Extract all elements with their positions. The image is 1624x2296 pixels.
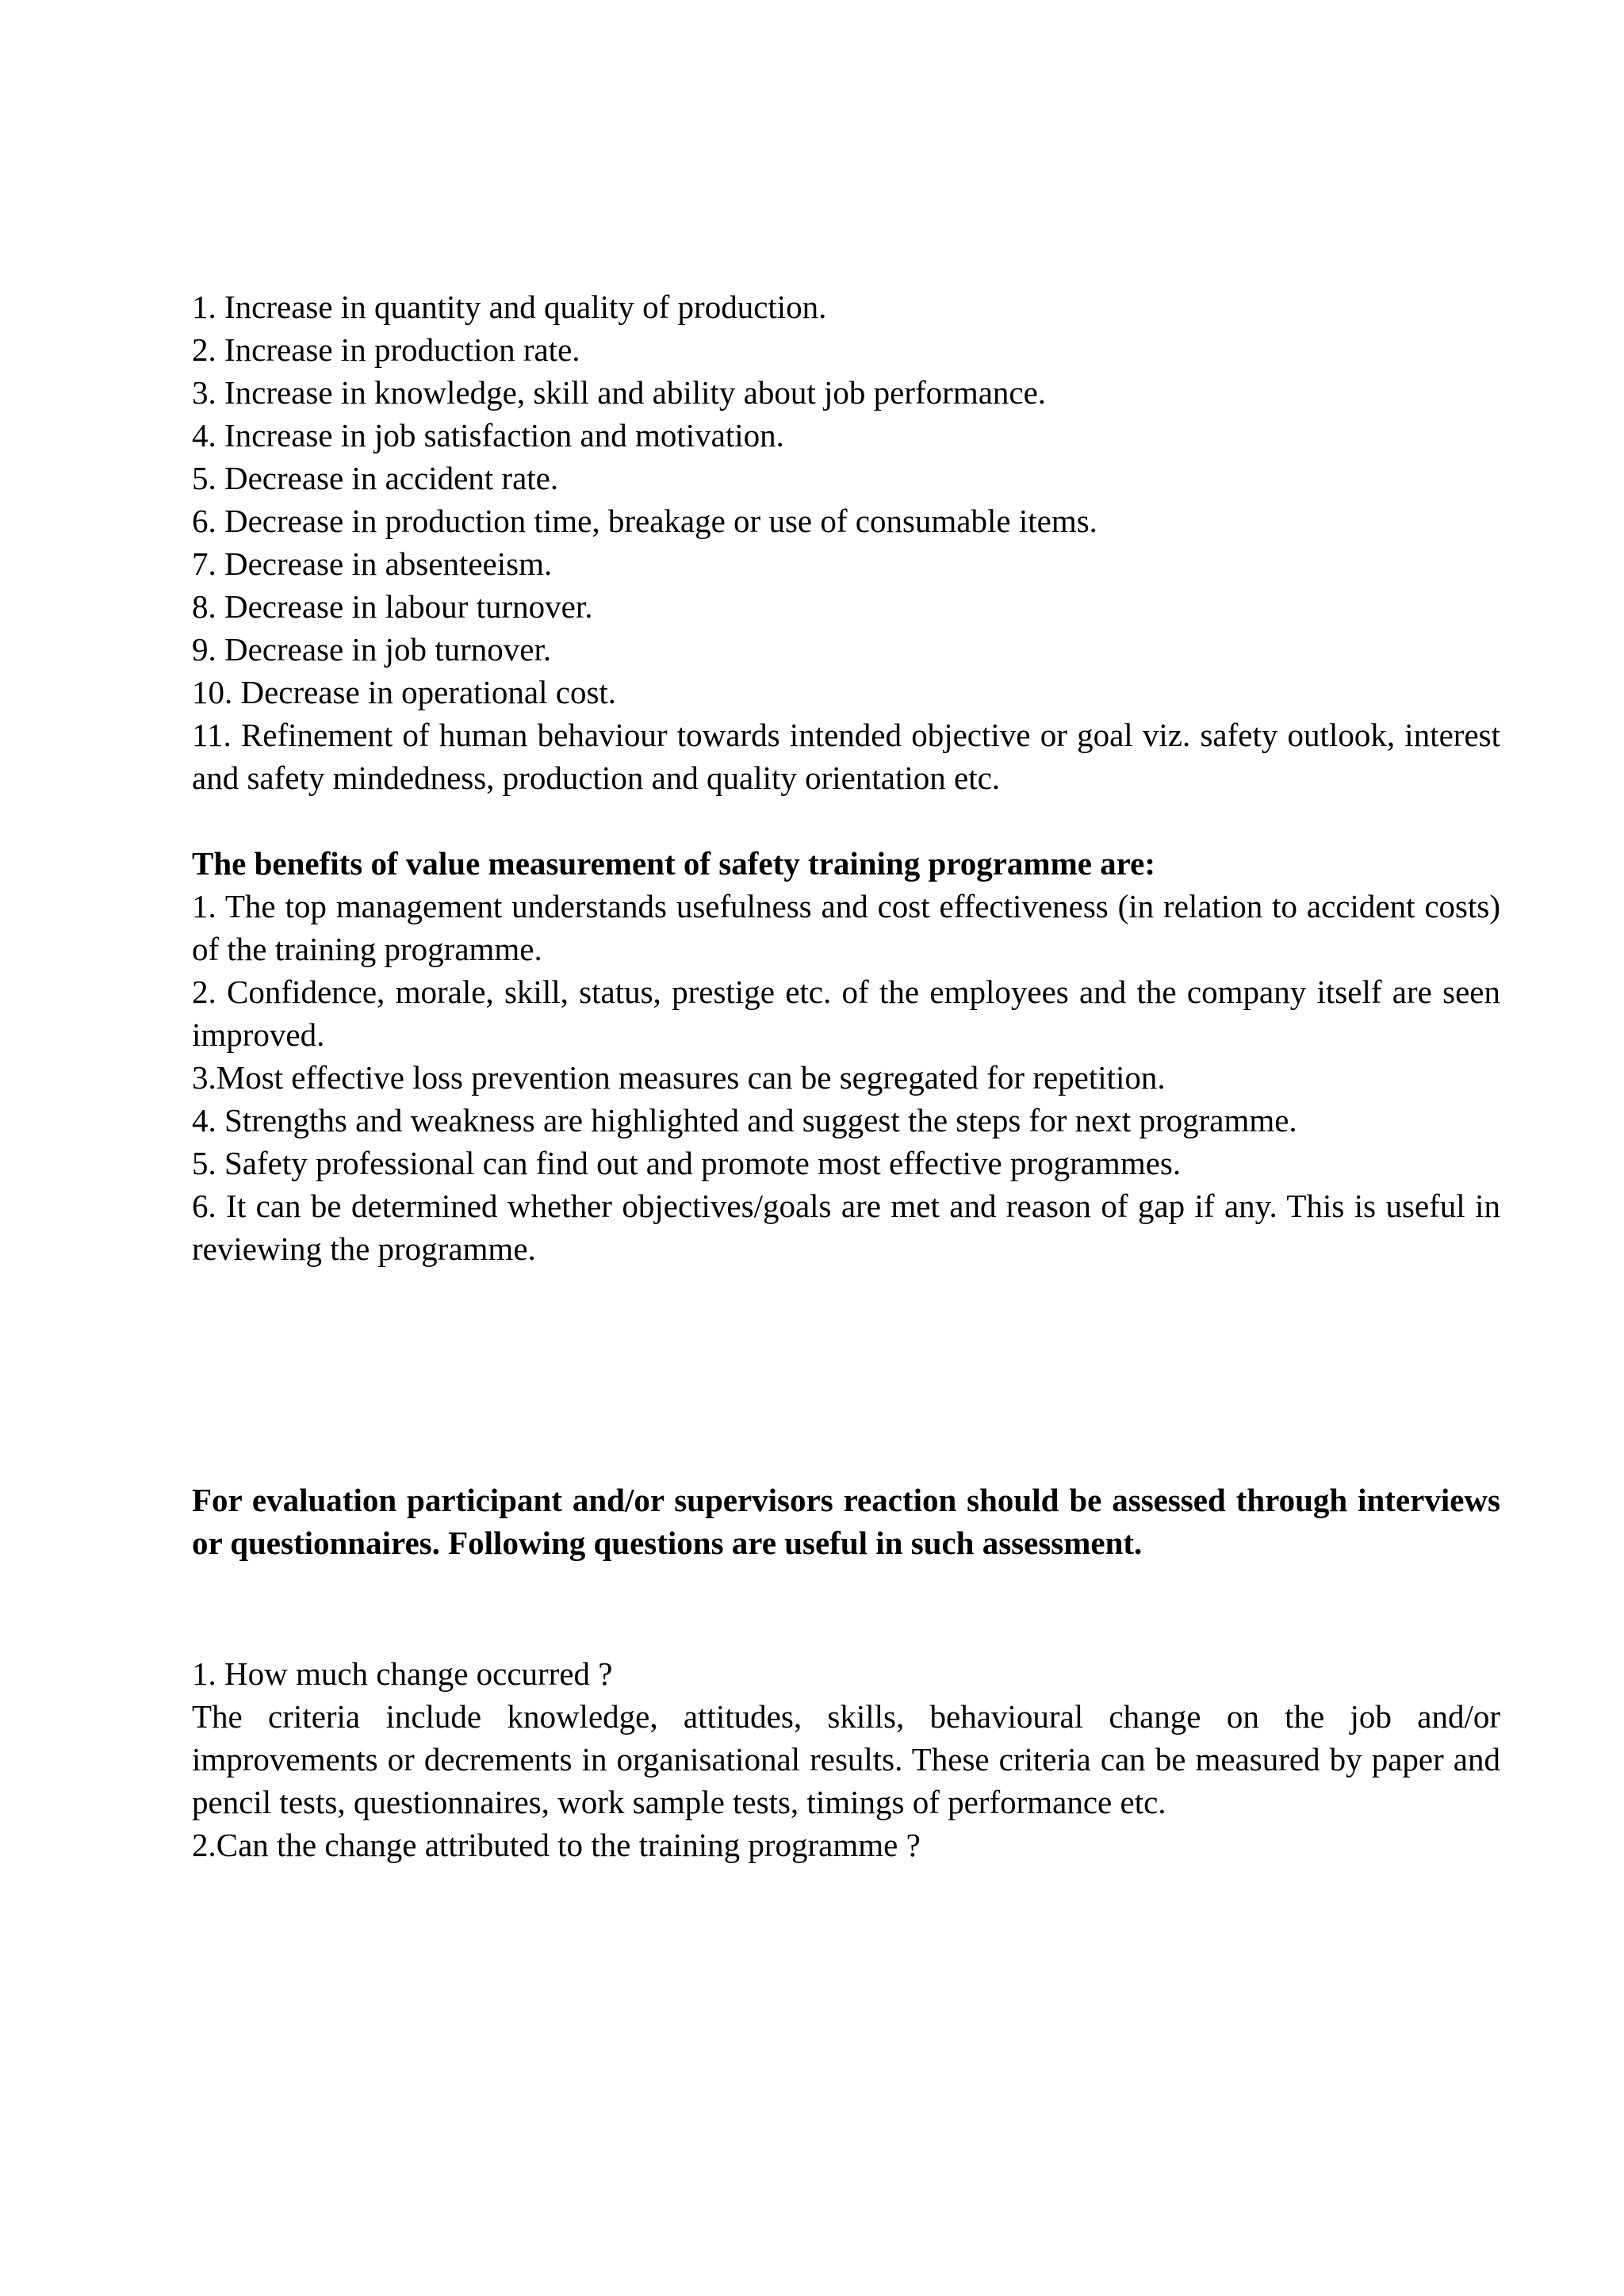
list-item: 2. Confidence, morale, skill, status, prestige etc. of the employees and the company itself are seen improved. — [192, 974, 1500, 1053]
list-item: 2. Increase in production rate. — [192, 331, 580, 368]
benefits-heading: The benefits of value measurement of safety training programme are: — [192, 845, 1155, 882]
list-item: 5. Safety professional can find out and promote most effective programmes. — [192, 1145, 1182, 1181]
list-item: 5. Decrease in accident rate. — [192, 460, 559, 496]
list-item: 4. Strengths and weakness are highlighted and suggest the steps for next programme. — [192, 1102, 1297, 1138]
questions-section — [192, 1652, 1500, 1866]
list-item: 9. Decrease in job turnover. — [192, 631, 552, 668]
list-item: 8. Decrease in labour turnover. — [192, 588, 593, 625]
list-item: 4. Increase in job satisfaction and motivation. — [192, 417, 784, 453]
benefits-section — [192, 842, 1500, 1270]
list-item: 3. Increase in knowledge, skill and ability about job performance. — [192, 374, 1047, 411]
list-item: 10. Decrease in operational cost. — [192, 674, 617, 710]
list-item: 1. The top management understands usefulness and cost effectiveness (in relation to accident costs) of the training programme. — [192, 888, 1500, 967]
list-item: 3.Most effective loss prevention measures can be segregated for repetition. — [192, 1059, 1166, 1096]
list-item: 6. It can be determined whether objectives/goals are met and reason of gap if any. This is useful in reviewing the programme. — [192, 1188, 1500, 1267]
question-1-text: The criteria include knowledge, attitudes, skills, behavioural change on the job and/or improvements or decrements in organisational results. These criteria can be measured by paper and pencil tests, questionnaires, work sample tests, timings of performance etc. — [192, 1698, 1500, 1820]
list-item: 7. Decrease in absenteeism. — [192, 545, 553, 582]
document-page — [192, 285, 1500, 1866]
outcomes-list — [192, 285, 1500, 799]
evaluation-heading: For evaluation participant and/or supervisors reaction should be assessed through interviews or questionnaires. Following questions are useful in such assessment. — [192, 1482, 1500, 1561]
list-item: 6. Decrease in production time, breakage or use of consumable items. — [192, 503, 1097, 539]
list-item: 1. Increase in quantity and quality of production. — [192, 289, 827, 325]
list-item: 11. Refinement of human behaviour towards intended objective or goal viz. safety outlook, interest and safety mindedness, production and quality orientation etc. — [192, 717, 1500, 796]
question-2: 2.Can the change attributed to the training programme ? — [192, 1827, 921, 1863]
evaluation-section — [192, 1479, 1500, 1564]
question-1: 1. How much change occurred ? — [192, 1655, 613, 1692]
